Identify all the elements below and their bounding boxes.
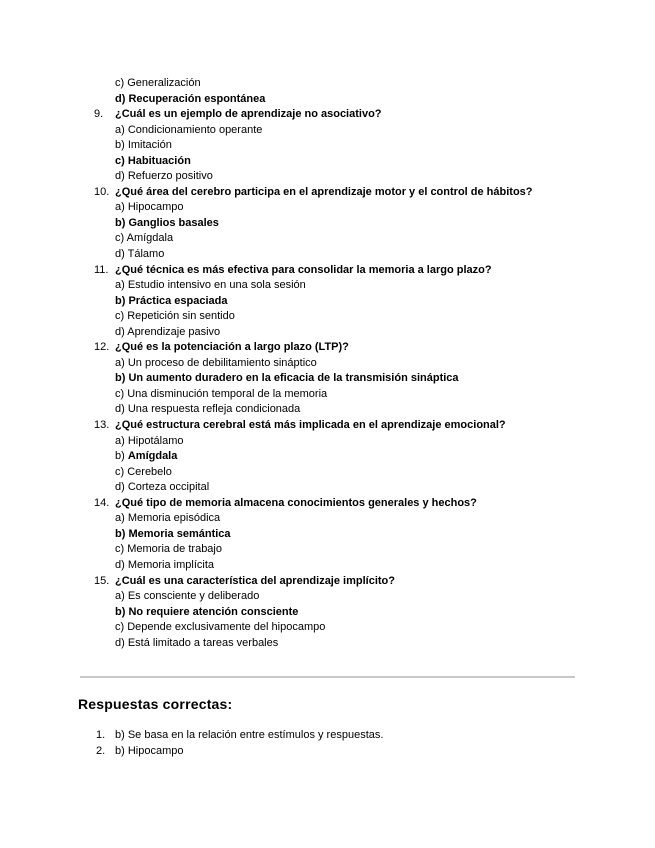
- correct-option: b) Práctica espaciada: [115, 294, 228, 307]
- question: [0, 185, 655, 201]
- question-text: ¿Qué área del cerebro participa en el aprendizaje motor y el control de hábitos?: [115, 185, 533, 198]
- question: [0, 574, 655, 590]
- option: c) Generalización: [115, 77, 201, 89]
- question: [0, 340, 655, 356]
- answers-heading: Respuestas correctas:: [78, 696, 233, 712]
- question-number: 13.: [94, 419, 110, 432]
- question: [0, 263, 655, 279]
- quiz-content: [0, 76, 655, 651]
- correct-option: b) No requiere atención consciente: [115, 605, 299, 618]
- option: a) Hipotálamo: [115, 434, 184, 447]
- answer-text: b) Hipocampo: [115, 745, 184, 757]
- question-text: ¿Qué es la potenciación a largo plazo (LTP)?: [115, 341, 349, 354]
- option: c) Cerebelo: [115, 465, 172, 478]
- correct-option: b) Ganglios basales: [115, 216, 219, 229]
- question-text: ¿Qué estructura cerebral está más implicada en el aprendizaje emocional?: [115, 419, 506, 432]
- correct-option: d) Recuperación espontánea: [115, 92, 266, 105]
- correct-option: c) Habituación: [115, 154, 191, 167]
- question-number: 15.: [94, 574, 110, 587]
- question: [0, 496, 655, 512]
- question-number: 14.: [94, 496, 110, 509]
- option: [0, 449, 655, 465]
- option-prefix: b): [115, 450, 128, 463]
- question: [0, 107, 655, 123]
- option: a) Memoria episódica: [115, 512, 221, 525]
- option: a) Condicionamiento operante: [115, 123, 263, 136]
- answer-text: b) Se basa en la relación entre estímulos y respuestas.: [115, 729, 384, 741]
- question-text: ¿Qué tipo de memoria almacena conocimientos generales y hechos?: [115, 496, 477, 509]
- answer-item: [0, 743, 655, 759]
- question-number: 11.: [94, 263, 109, 276]
- answer-number: 1.: [96, 729, 106, 741]
- question-number: 9.: [94, 108, 104, 121]
- answers-list: [0, 727, 655, 759]
- option: d) Está limitado a tareas verbales: [115, 636, 279, 649]
- correct-option: b) Memoria semántica: [115, 527, 231, 540]
- option: a) Es consciente y deliberado: [115, 590, 260, 603]
- option: d) Aprendizaje pasivo: [115, 325, 221, 338]
- option: d) Memoria implícita: [115, 558, 215, 571]
- option: c) Memoria de trabajo: [115, 543, 222, 556]
- option: c) Amígdala: [115, 232, 174, 245]
- option: a) Estudio intensivo en una sola sesión: [115, 279, 306, 292]
- answer-number: 2.: [96, 745, 106, 757]
- question-number: 10.: [94, 185, 110, 198]
- option: d) Una respuesta refleja condicionada: [115, 403, 301, 416]
- option: a) Hipocampo: [115, 201, 184, 214]
- answer-item: [0, 727, 655, 743]
- correct-option-text: Amígdala: [127, 450, 178, 463]
- option: a) Un proceso de debilitamiento sináptico: [115, 356, 317, 369]
- question: [0, 418, 655, 434]
- option: c) Depende exclusivamente del hipocampo: [115, 621, 326, 634]
- question-text: ¿Cuál es una característica del aprendizaje implícito?: [115, 574, 395, 587]
- option: c) Una disminución temporal de la memoria: [115, 387, 328, 400]
- option: d) Corteza occipital: [115, 481, 210, 494]
- option: d) Tálamo: [115, 248, 165, 261]
- horizontal-divider: [80, 676, 575, 678]
- correct-option: b) Un aumento duradero en la eficacia de la transmisión sináptica: [115, 372, 459, 385]
- question-number: 12.: [94, 341, 110, 354]
- question-text: ¿Cuál es un ejemplo de aprendizaje no asociativo?: [115, 108, 382, 121]
- option: d) Refuerzo positivo: [115, 170, 213, 183]
- question-text: ¿Qué técnica es más efectiva para consolidar la memoria a largo plazo?: [115, 263, 492, 276]
- option: b) Imitación: [115, 139, 172, 152]
- option: c) Repetición sin sentido: [115, 310, 235, 323]
